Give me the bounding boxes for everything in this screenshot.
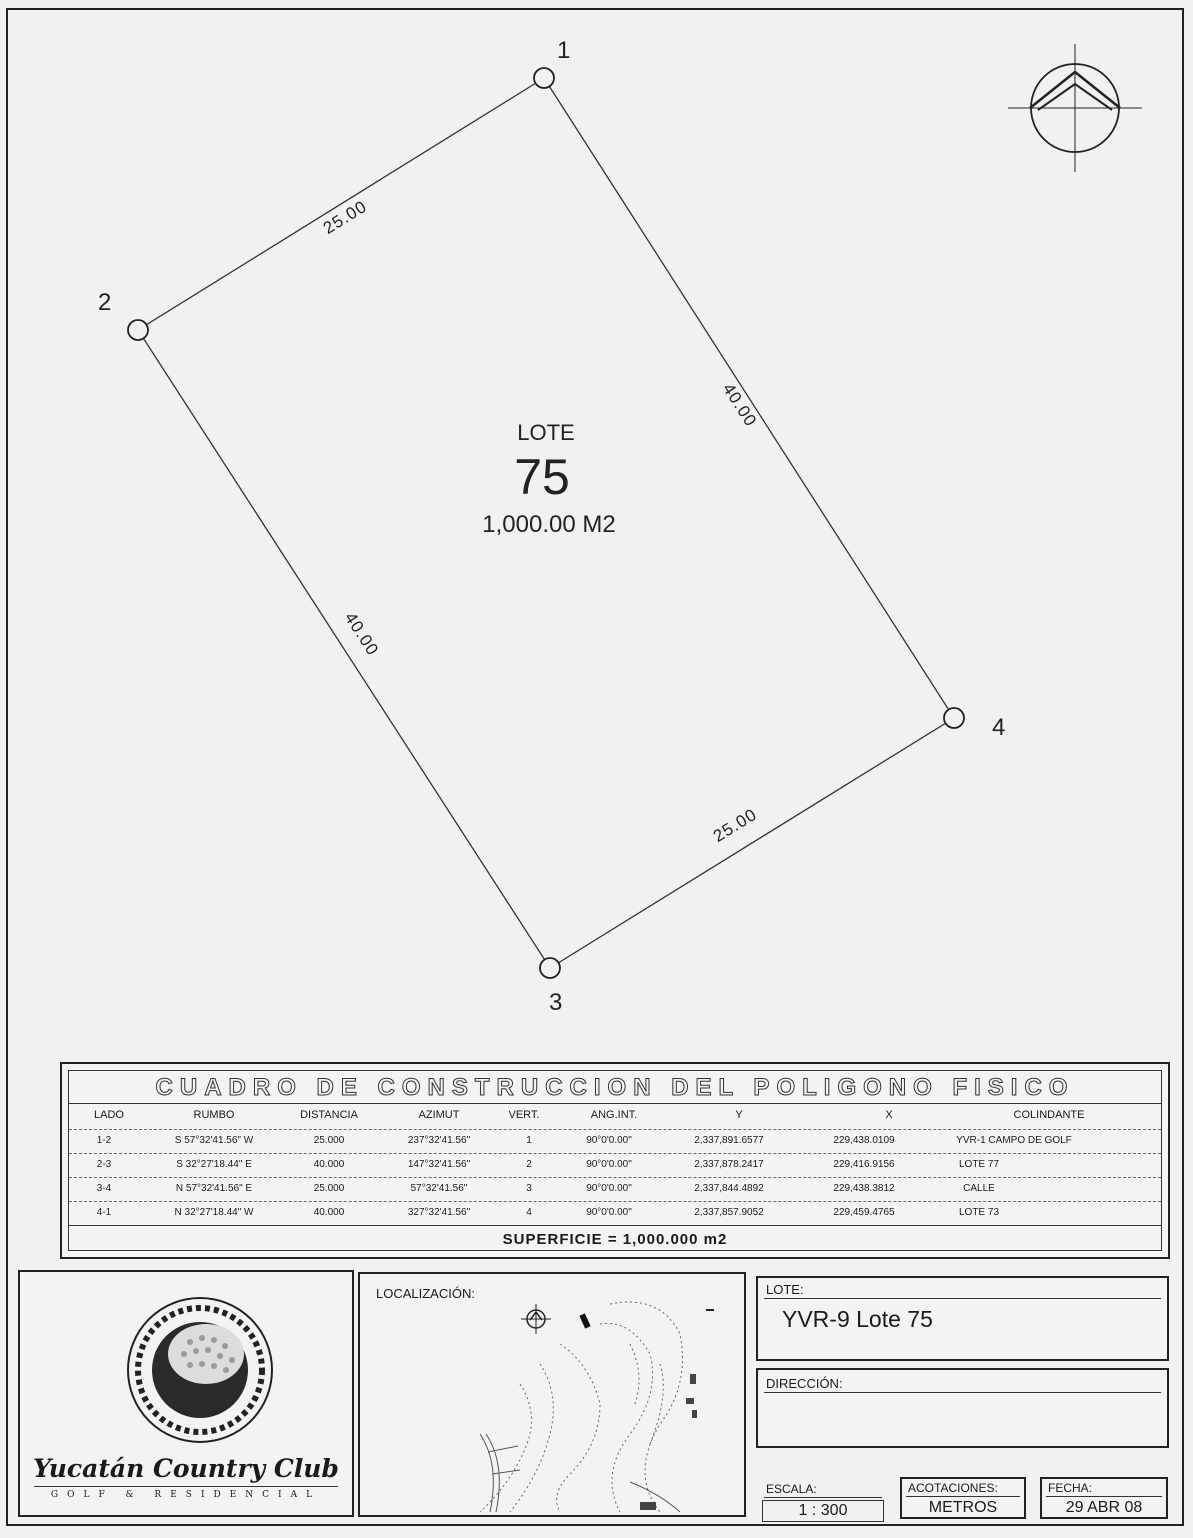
club-subtitle: GOLF & RESIDENCIAL [50, 1490, 322, 1500]
vertex-label-4: 4 [992, 714, 1006, 741]
header-azimut: AZIMUT [418, 1109, 460, 1121]
direccion-panel [756, 1368, 1169, 1448]
lot-location-marker [579, 1313, 590, 1328]
header-ang-int: ANG.INT. [590, 1109, 638, 1121]
location-map [360, 1274, 748, 1519]
table-row: 3-4 N 57°32'41.56" E 25.000 57°32'41.56" 3 90°0'0.00" 2,337,844.4892 229,438.3812 CALLE [96, 1183, 995, 1194]
location-label: LOCALIZACIÓN: [376, 1286, 475, 1301]
club-logo-panel [18, 1270, 354, 1517]
side-1-2-length: 25.00 [319, 196, 371, 238]
lote-value: YVR-9 Lote 75 [782, 1306, 933, 1332]
header-lado: LADO [94, 1109, 124, 1121]
vertex-4-marker [944, 708, 964, 728]
superficie-total: SUPERFICIE = 1,000.000 m2 [502, 1231, 728, 1248]
side-4-1-length: 40.00 [718, 379, 761, 431]
fecha-panel [1040, 1477, 1168, 1519]
lot-word: LOTE [517, 420, 575, 445]
club-name: Yucatán Country Club [33, 1454, 339, 1483]
table-row: 1-2 S 57°32'41.56" W 25.000 237°32'41.56" 1 90°0'0.00" 2,337,891.6577 229,438.0109 YVR-1 CAMPO DE GOLF [96, 1135, 1072, 1146]
construction-table [60, 1062, 1170, 1259]
north-arrow-icon [1008, 44, 1142, 172]
fecha-value: 29 ABR 08 [1065, 1499, 1143, 1516]
direccion-label: DIRECCIÓN: [766, 1376, 843, 1391]
header-vert: VERT. [508, 1109, 540, 1121]
location-panel [358, 1272, 746, 1517]
golf-ball-logo-icon [20, 1272, 356, 1452]
vertex-label-3: 3 [549, 989, 563, 1016]
vertex-2-marker [128, 320, 148, 340]
lot-area: 1,000.00 M2 [482, 511, 616, 538]
escala-panel [760, 1480, 886, 1520]
side-3-4-length: 25.00 [709, 804, 761, 846]
escala-value: 1 : 300 [762, 1500, 884, 1522]
vertex-1-marker [534, 68, 554, 88]
lot-number: 75 [514, 449, 570, 505]
table-row: 4-1 N 32°27'18.44" W 40.000 327°32'41.56" 4 90°0'0.00" 2,337,857.9052 229,459.4765 LOTE 73 [96, 1207, 1000, 1218]
header-distancia: DISTANCIA [300, 1109, 358, 1121]
lote-panel [756, 1276, 1169, 1361]
header-rumbo: RUMBO [193, 1109, 235, 1121]
map-north-arrow-icon [521, 1304, 551, 1334]
acotaciones-panel [900, 1477, 1026, 1519]
side-2-3-length: 40.00 [340, 608, 383, 660]
table-row: 2-3 S 32°27'18.44" E 40.000 147°32'41.56" 2 90°0'0.00" 2,337,878.2417 229,416.9156 LOTE 77 [96, 1159, 1000, 1170]
header-x: X [885, 1109, 893, 1121]
acotaciones-value: METROS [928, 1499, 998, 1516]
lote-label: LOTE: [766, 1282, 804, 1297]
construction-table-title: CUADRO DE CONSTRUCCION DEL POLIGONO FISICO [155, 1074, 1075, 1101]
vertex-label-1: 1 [557, 37, 571, 64]
header-colindante: COLINDANTE [1013, 1109, 1085, 1121]
vertex-label-2: 2 [98, 289, 112, 316]
header-y: Y [735, 1109, 743, 1121]
acotaciones-label: ACOTACIONES: [908, 1481, 998, 1495]
fecha-label: FECHA: [1048, 1481, 1093, 1495]
escala-label: ESCALA: [766, 1482, 817, 1496]
vertex-3-marker [540, 958, 560, 978]
